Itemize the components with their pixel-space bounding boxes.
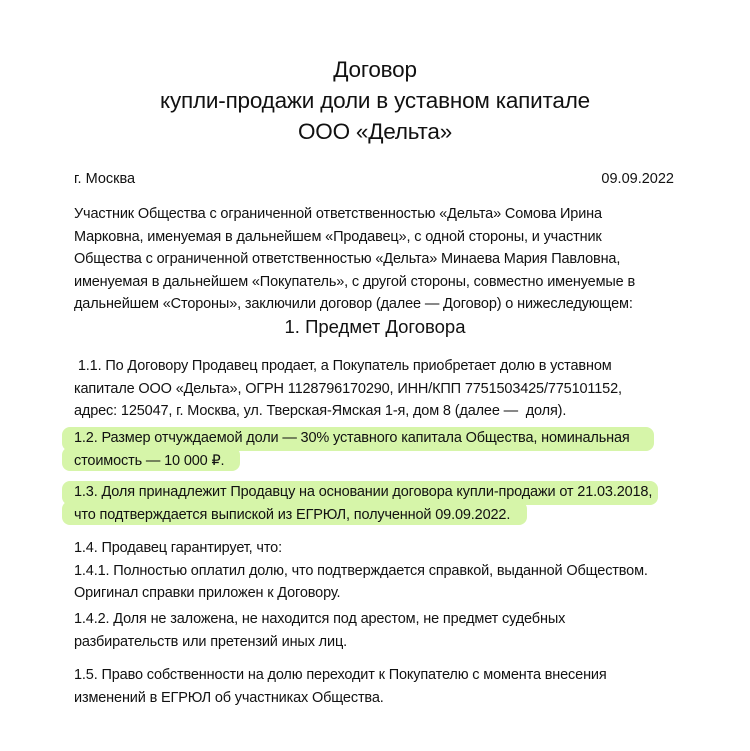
clause-line: разбирательств или претензий иных лиц. [74, 633, 347, 650]
preamble-line: Марковна, именуемая в дальнейшем «Продавец», с одной стороны, и участник [74, 228, 602, 245]
clause-line: 1.3. Доля принадлежит Продавцу на основании договора купли-продажи от 21.03.2018, [74, 484, 653, 500]
clause-line: стоимость — 10 000 ₽. [74, 452, 225, 469]
clause-line: 1.2. Размер отчуждаемой доли — 30% уставного капитала Общества, номинальная [74, 430, 630, 446]
title-line-2: купли-продажи доли в уставном капитале [160, 88, 590, 113]
clause-line: 1.4.2. Доля не заложена, не находится под арестом, не предмет судебных [74, 611, 566, 627]
preamble [74, 203, 684, 316]
clause-line: адрес: 125047, г. Москва, ул. Тверская-Ямская 1-я, дом 8 (далее — доля). [74, 403, 567, 419]
clause-1-3-highlighted [74, 481, 684, 526]
clause-line: изменений в ЕГРЮЛ об участниках Общества. [74, 689, 384, 706]
clause-line: 1.4. Продавец гарантирует, что: [74, 540, 282, 556]
contract-place: г. Москва [74, 171, 136, 187]
preamble-line: именуемая в дальнейшем «Покупатель», с другой стороны, совместно именуемые в [74, 273, 636, 290]
clause-line: 1.5. Право собственности на долю переходит к Покупателю с момента внесения [74, 667, 607, 683]
contract-date: 09.09.2022 [601, 171, 674, 187]
title-line-3: ООО «Дельта» [297, 119, 453, 144]
preamble-line: Общества с ограниченной ответственностью «Дельта» Минаева Мария Павловна, [74, 251, 621, 267]
section-heading: 1. Предмет Договора [284, 316, 466, 337]
clause-line: капитале ООО «Дельта», ОГРН 1128796170290, ИНН/КПП 7751503425/775101152, [74, 380, 622, 397]
clause-1-5 [74, 664, 684, 709]
clause-1-4-2 [74, 608, 684, 653]
preamble-line: Участник Общества с ограниченной ответственностью «Дельта» Сомова Ирина [74, 206, 602, 222]
clause-1-1 [74, 355, 684, 423]
place-date-row [74, 170, 674, 188]
clause-line: Оригинал справки приложен к Договору. [74, 585, 341, 601]
clause-1-2-highlighted [74, 427, 684, 472]
clause-line: 1.1. По Договору Продавец продает, а Покупатель приобретает долю в уставном [74, 358, 612, 374]
clause-line: 1.4.1. Полностью оплатил долю, что подтверждается справкой, выданной Обществом. [74, 562, 648, 579]
clause-line: что подтверждается выпиской из ЕГРЮЛ, полученной 09.09.2022. [74, 506, 511, 523]
clause-1-4 [74, 537, 684, 605]
preamble-line: дальнейшем «Стороны», заключили договор (далее — Договор) о нижеследующем: [74, 296, 633, 312]
title-line-1: Договор [333, 57, 417, 82]
document-title [0, 54, 750, 147]
